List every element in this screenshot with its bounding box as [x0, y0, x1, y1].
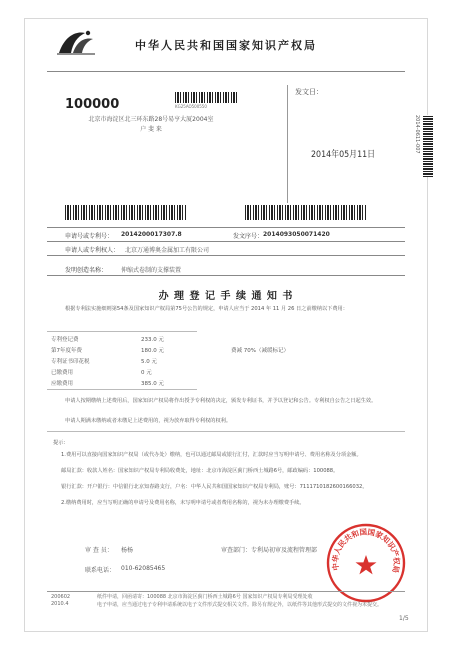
notice-paragraph-2: 申请人按期缴纳上述费用后，国家知识产权局将作出授予专利权的决定，颁发专利证书，并予以登记和公告。专利权自公告之日起生效。: [65, 398, 377, 404]
barcode-left: [65, 205, 187, 220]
tip-item: 1.费用可以直接向国家知识产权局（或代办处）缴纳，也可以通过邮局或银行汇付，汇款时应当写明申请号、费用名称及分项金额。: [61, 452, 362, 458]
notice-title: 办 理 登 记 手 续 通 知 书: [158, 291, 294, 302]
notice-document: [24, 18, 428, 632]
date-box: [287, 85, 398, 203]
footer-rule: [47, 591, 405, 592]
header-title: 中华人民共和国国家知识产权局: [135, 39, 317, 52]
application-number: 2014200017307.8: [121, 231, 182, 238]
fee-rule-bottom: [47, 389, 197, 390]
fee-amount: 233.0 元: [141, 337, 164, 343]
application-number-label: 申请号或专利号：: [65, 233, 114, 240]
invention-label: 发明创造名称：: [65, 267, 108, 274]
tip-item: 银行汇款：开户银行：中信银行北京知春路支行，户名：中华人民共和国国家知识产权局专利局，账号：7111710182600166032。: [61, 484, 368, 490]
applicant-name: 北京万通博奥金属加工有限公司: [125, 247, 210, 254]
doc-serial: 2014093050071420: [263, 231, 330, 238]
cnipa-logo-icon: [55, 27, 97, 57]
barcode-right: [245, 205, 367, 220]
applicant-label: 申请人或专利权人：: [65, 247, 120, 254]
info-rule-4: [47, 275, 405, 276]
postcode: 100000: [65, 97, 120, 112]
seal-text: 中华人民共和国国家知识产权局: [330, 527, 402, 574]
side-barcode-number: 2014-0611-007: [414, 115, 420, 154]
tips-rule: [47, 431, 405, 432]
page-number: 1/5: [399, 615, 409, 622]
issue-date: 2014年05月11日: [311, 150, 376, 160]
recipient-barcode-number: KG25AO500550: [175, 104, 207, 109]
doc-serial-label: 发文序号：: [233, 233, 264, 240]
phone-number: 010-62085465: [121, 565, 166, 572]
fee-amount: 0 元: [141, 370, 152, 376]
tips-heading: 提示：: [53, 440, 69, 446]
address-line: 北京市海淀区北三环东路28号易亨大厦2004室: [88, 116, 214, 123]
date-label: 发文日：: [295, 88, 323, 96]
fee-name: 第7年度年费: [51, 348, 82, 354]
contact-name: 户 斐 来: [140, 126, 162, 133]
fee-name: 已缴费用: [51, 370, 74, 376]
fee-amount: 385.0 元: [141, 381, 164, 387]
header-rule: [47, 71, 405, 72]
footer-line-2: 电子申请，应当通过电子专利申请系统以电子文件形式提交相关文件。除另有规定外，以纸件等其他形式提交的文件视为未提交。: [97, 602, 383, 608]
recipient-barcode: [175, 92, 237, 103]
dept-label: 审查部门：: [221, 547, 252, 554]
info-rule-2: [47, 241, 405, 242]
fee-name: 专利证书印花税: [51, 359, 90, 365]
form-code: 200602 2010.4: [51, 594, 71, 607]
notice-paragraph-3: 申请人期满未缴纳或者未缴足上述费用的，视为放弃取得专利权的权利。: [65, 418, 232, 424]
fee-reduction: 费减 70%（减缓标记）: [231, 348, 289, 354]
fee-amount: 180.0 元: [141, 348, 164, 354]
fee-name: 应缴费用: [51, 381, 74, 387]
fee-amount: 5.0 元: [141, 359, 157, 365]
dept-name: 专利局初审及流程管理部: [251, 547, 318, 554]
tip-item: 邮局汇款：收款人姓名：国家知识产权局专利局收费处，地址：北京市海淀区蓟门桥西土城路6号，邮政编码：100088。: [61, 468, 339, 474]
examiner-name: 杨杨: [121, 547, 134, 554]
phone-label: 联系电话：: [85, 567, 116, 574]
fee-rule-top: [47, 331, 197, 332]
recipient-address: [61, 115, 241, 135]
notice-body: 根据专利法实施细则第54条及国家知识产权局第75号公告的规定，申请人应当于 2014 年 11 月 26 日之前缴纳以下费用：: [65, 306, 348, 312]
fee-name: 专利登记费: [51, 337, 79, 343]
info-rule-3: [47, 255, 405, 256]
examiner-label: 审 查 员：: [85, 547, 113, 554]
side-barcode: [423, 115, 433, 177]
tip-item: 2.缴纳费用时，应当写明正确的申请号及费用名称，未写明申请号或者费用名称的，视为未办理缴费手续。: [61, 500, 305, 506]
info-rule-1: [47, 227, 405, 228]
footer-line-1: 纸件申请，回函请寄：100088 北京市海淀区蓟门桥西土城路6号 国家知识产权局专利局受理处收: [97, 594, 313, 600]
invention-name: 伸缩式卷制的支撑装置: [121, 267, 182, 274]
